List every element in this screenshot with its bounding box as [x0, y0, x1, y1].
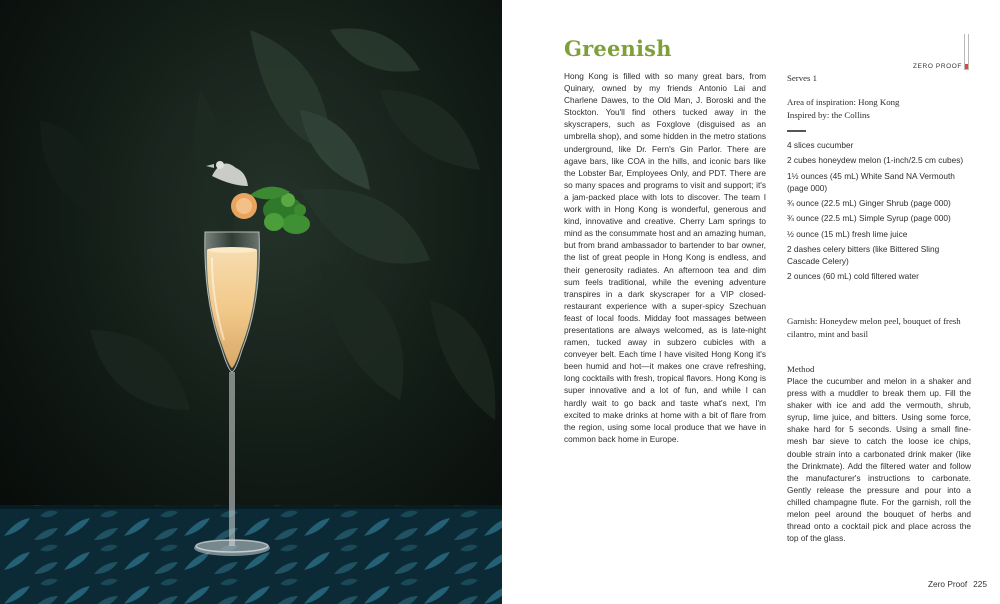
- page-footer: [928, 579, 987, 589]
- ingredient-item: ¾ ounce (22.5 mL) Ginger Shrub (page 000): [787, 197, 951, 208]
- ingredient-item: 4 slices cucumber: [787, 140, 854, 150]
- section-tab-marker: [964, 34, 969, 70]
- intro-text: Hong Kong is filled with so many great bars, from Quinary, owned by my friends Antonio Lai and Charlene Dawes, to the Old Man, J. Boroski and the Stockton. You'll find others tucked away in the skyscrapers, such as Foxglove (disguised as an umbrella shop), and some hidden in the metro stations underground, like Dr. Fern's Gin Parlor. There are agave bars, like COA in the hills, and iconic bars like the Lobster Bar, Employees Only, and PDT. There are so many spaces and programs to visit and support; it's a jam-packed place with lots to discover. The team I work with in Hong Kong is wonderful, generous and kind, innovative and creative. Cherry Lam springs to mind as the consummate host and an amazing human, but from brand ambassador to bartender to bar owner, the list of great people in Hong Kong is endless, and their generosity radiates. An afternoon tea and dim sum feels traditional, while the evening adventure transpires in a dark skyscraper for a VIP closed-restaurant experience with a super-spicy Szechuan feast of local foods. Midday foot massages between presentations are always welcomed, as is late-night ramen, tucked away in subzero cubicles with a conveyer belt. Each time I have visited Hong Kong it's been humid and hot—it makes one crave refreshing, long cocktails with fresh, tropical flavors. Hong Kong is super innovative and a lot of fun, and while I can hardly wait to go back and taste what's next, I'm excited to make drinks at home with a bit of flare from the region, using some local produce that we have in common back home in Europe.: [564, 71, 767, 444]
- ingredient-item: 2 ounces (60 mL) cold filtered water: [787, 271, 919, 282]
- ingredient-list: [787, 139, 971, 285]
- inspired-by: Inspired by: the Collins: [787, 110, 870, 120]
- ingredient-item: ¾ ounce (22.5 mL) Simple Syrup (page 000): [787, 213, 951, 224]
- footer-section: Zero Proof: [927, 579, 968, 589]
- method-text: Place the cucumber and melon in a shaker and press with a muddler to break them up. Fill the shaker with ice and add the vermouth, shrub, syrup, lime juice, and bitters. Using some force, shake hard for 5 seconds. Using a small fine-mesh bar sieve to catch the loose ice chips, double strain into a carbonated drink maker (like the Drinkmate). Add the filtered water and follow the manufacturer's instructions to carbonate. Gently release the pressure and pour into a chilled champagne flute. For the garnish, roll the melon peel around the bouquet of herbs and thread onto a cocktail pick and place across the top of the glass.: [787, 376, 971, 544]
- serves: Serves 1: [787, 73, 818, 83]
- ingredient-item: ½ ounce (15 mL) fresh lime juice: [787, 228, 908, 239]
- page-number: 225: [973, 579, 987, 589]
- area-of-inspiration: Area of inspiration: Hong Kong: [787, 97, 900, 107]
- divider: [787, 130, 806, 132]
- ingredient-item: 2 dashes celery bitters (like Bittered Sling Cascade Celery): [787, 243, 940, 266]
- section-tab-label: ZERO PROOF: [913, 63, 962, 70]
- recipe-title: Greenish: [564, 36, 672, 61]
- method-heading: Method: [787, 364, 815, 374]
- recipe-page: [502, 0, 1000, 604]
- ingredient-item: 2 cubes honeydew melon (1-inch/2.5 cm cubes): [787, 155, 964, 166]
- garnish-text: Garnish: Honeydew melon peel, bouquet of fresh cilantro, mint and basil: [787, 316, 961, 339]
- ingredient-item: 1½ ounces (45 mL) White Sand NA Vermouth (page 000): [787, 170, 955, 193]
- inspiration: [787, 96, 971, 122]
